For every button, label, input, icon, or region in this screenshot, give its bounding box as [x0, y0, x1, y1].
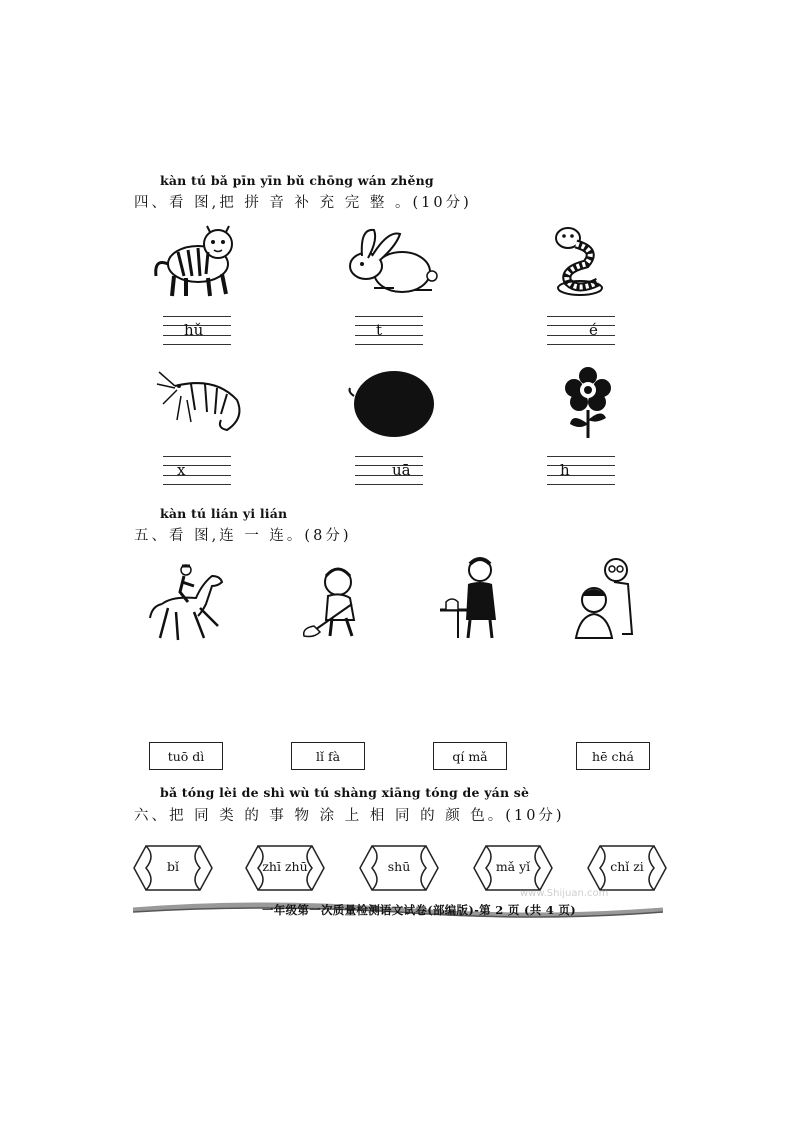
flower-icon: [560, 366, 616, 438]
section4-pinyin: kàn tú bǎ pīn yīn bǔ chōng wán zhěng: [160, 173, 434, 188]
section6-pinyin: bǎ tóng lèi de shì wù tú shàng xiāng tóng de yán sè: [160, 785, 530, 800]
star-label-4[interactable]: [472, 844, 554, 892]
star-word-2: zhī zhū: [262, 859, 308, 874]
writing-lines-1: [163, 316, 231, 346]
footer-text: 一年级第一次质量检测语文试卷(部编版)-第 2 页 (共 4 页): [262, 903, 576, 917]
pinyin-answer-6: h: [560, 461, 570, 479]
section4-heading: 四、看 图,把 拼 音 补 充 完 整 。(10分): [134, 195, 472, 211]
sweeping-icon: [300, 560, 370, 640]
writing-lines-6: [547, 456, 615, 486]
word-box-1[interactable]: tuō dì: [149, 742, 223, 770]
watermark: www.Shijuan.com: [520, 888, 609, 899]
shrimp-icon: [155, 366, 247, 438]
horse-riding-icon: [148, 560, 228, 642]
word-box-2[interactable]: lǐ fà: [291, 742, 365, 770]
star-word-4: mǎ yǐ: [495, 859, 531, 874]
writing-lines-5: [355, 456, 423, 486]
star-word-5: chǐ zi: [610, 859, 644, 874]
section5-heading: 五、看 图,连 一 连。(8分): [134, 528, 352, 544]
writing-lines-4: [163, 456, 231, 486]
tea-drinking-icon: [436, 556, 504, 642]
pinyin-answer-3: é: [589, 321, 598, 339]
star-word-3: shū: [387, 859, 411, 874]
writing-lines-2: [355, 316, 423, 346]
haircut-icon: [574, 554, 636, 640]
writing-lines-3: [547, 316, 615, 346]
star-word-1: bǐ: [167, 859, 179, 874]
star-label-2[interactable]: [244, 844, 326, 892]
pinyin-answer-5: uā: [392, 461, 411, 479]
tiger-icon: [150, 224, 240, 300]
section5-pinyin: kàn tú lián yi lián: [160, 506, 288, 521]
star-label-1[interactable]: [132, 844, 214, 892]
pinyin-answer-2: t: [376, 321, 383, 339]
word-box-4[interactable]: hē chá: [576, 742, 650, 770]
star-label-5[interactable]: [586, 844, 668, 892]
pinyin-answer-4: x: [177, 461, 186, 479]
word-box-3[interactable]: qí mǎ: [433, 742, 507, 770]
section6-heading: 六、把 同 类 的 事 物 涂 上 相 同 的 颜 色。(10分): [134, 808, 565, 824]
rabbit-icon: [344, 226, 440, 298]
watermelon-icon: [346, 368, 438, 440]
snake-icon: [550, 222, 606, 298]
pinyin-answer-1: hǔ: [184, 321, 204, 339]
star-label-3[interactable]: [358, 844, 440, 892]
